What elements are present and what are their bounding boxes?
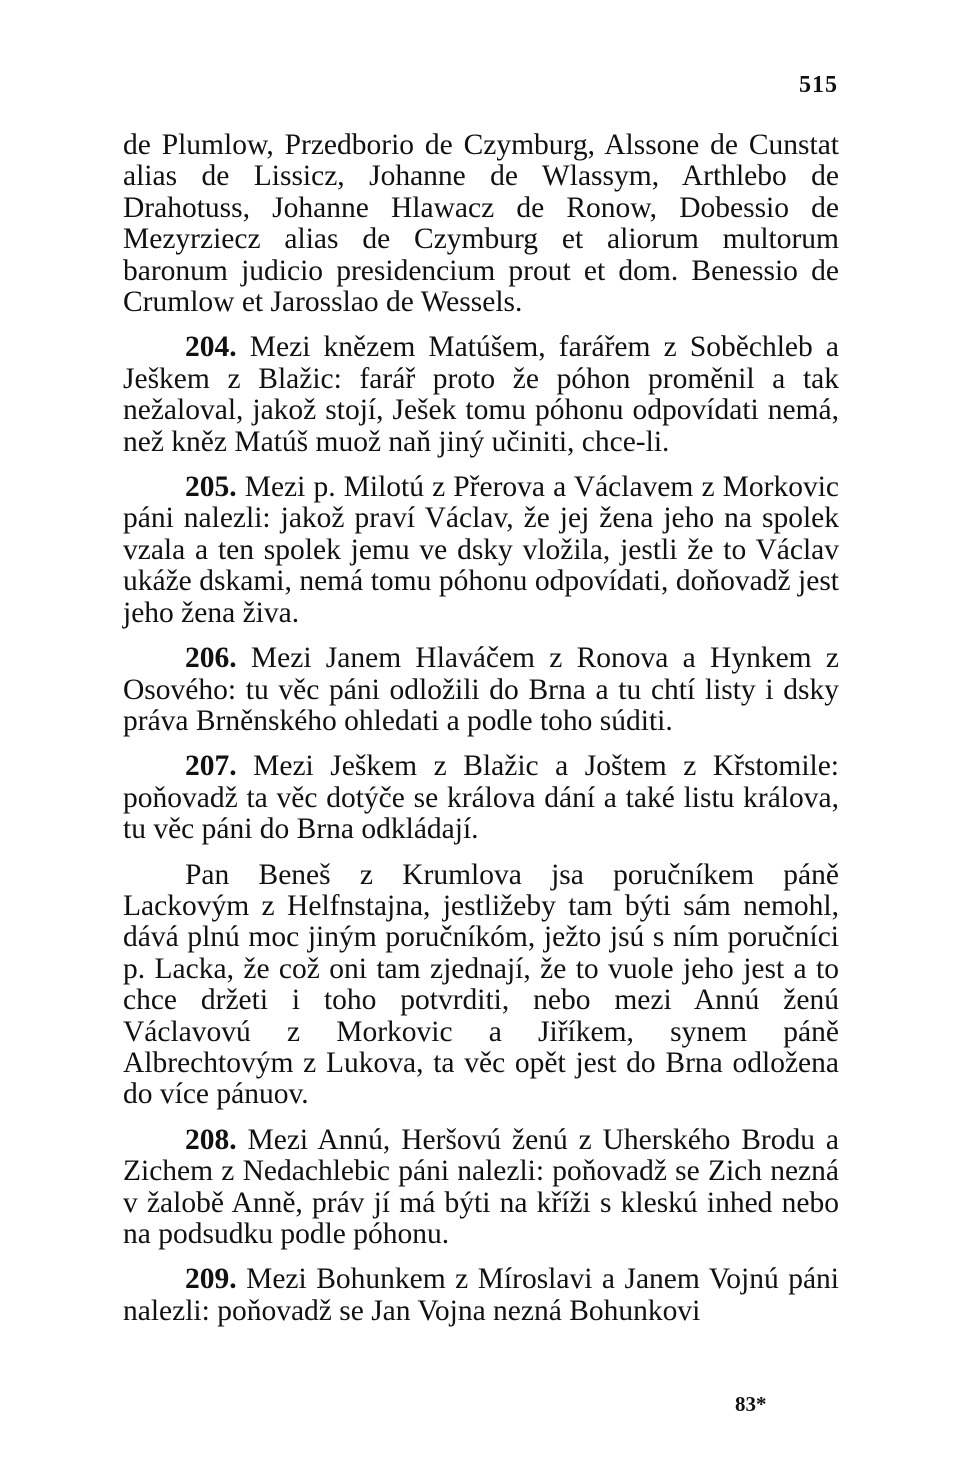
paragraph-text: Mezi Ješkem z Blažic a Joštem z Křstomile: poňovadž ta věc dotýče se králova dání a také listu králova, tu věc páni do Brna odkládají. <box>123 750 839 846</box>
paragraph-pan-benes <box>123 860 839 1111</box>
paragraph-text: Mezi Annú, Heršovú ženú z Uherského Brodu a Zichem z Nedachlebic páni nalezli: poňovadž se Zich nezná v žalobě Anně, práv jí má býti na kříži s kleskú inhed nebo na podsudku podle póhonu. <box>123 1123 839 1250</box>
paragraph-continuation <box>123 130 839 318</box>
paragraph-204 <box>123 332 839 458</box>
entry-number: 209. <box>185 1263 237 1296</box>
entry-number: 207. <box>185 750 237 783</box>
paragraph-208 <box>123 1125 839 1251</box>
page-number: 515 <box>799 72 838 98</box>
entry-number: 204. <box>185 331 237 364</box>
paragraph-207 <box>123 751 839 845</box>
paragraph-209 <box>123 1264 839 1327</box>
paragraph-text: de Plumlow, Przedborio de Czymburg, Alssone de Cunstat alias de Lissicz, Johanne de Wlassym, Arthlebo de Drahotuss, Johanne Hlawacz de Ronow, Dobessio de Mezyrziecz alias de Czymburg et aliorum multorum baronum judicio presidencium prout et dom. Benessio de Crumlow et Jarosslao de Wessels. <box>123 129 839 319</box>
entry-number: 208. <box>185 1123 237 1156</box>
paragraph-text: Mezi p. Milotú z Přerova a Václavem z Morkovic páni nalezli: jakož praví Václav, že jej žena jeho na spolek vzala a ten spolek jemu ve dsky vložila, jestli že to Václav ukáže dskami, nemá tomu póhonu odpovídati, doňovadž jest jeho žena živa. <box>123 471 839 629</box>
main-text <box>123 130 839 1327</box>
paragraph-206 <box>123 643 839 737</box>
sheet-signature: 83* <box>735 1392 767 1416</box>
paragraph-text: Pan Beneš z Krumlova jsa poručníkem páně Lackovým z Helfnstajna, jestližeby tam býti sám nemohl, dává plnú moc jiným poručníkóm, ježto jsú s ním poručníci p. Lacka, že což oni tam zjednají, že to vuole jeho jest a to chce držeti i toho potvrditi, nebo mezi Annú ženú Václavovú z Morkovic a Jiříkem, synem páně Albrechtovým z Lukova, ta věc opět jest do Brna odložena do více pánuov. <box>123 858 839 1111</box>
paragraph-205 <box>123 472 839 629</box>
paragraph-text: Mezi Janem Hlaváčem z Ronova a Hynkem z Osového: tu věc páni odložili do Brna a tu chtí listy i dsky práva Brněnského ohledati a podle toho súditi. <box>123 642 839 737</box>
entry-number: 206. <box>185 642 237 675</box>
entry-number: 205. <box>185 471 237 504</box>
paragraph-text: Mezi knězem Matúšem, farářem z Soběchleb a Ješkem z Blažic: farář proto že póhon proměnil a tak nežaloval, jakož stojí, Ješek tomu póhonu odpovídati nemá, než kněz Matúš muož naň jiný učiniti, chce-li. <box>123 331 839 458</box>
paragraph-text: Mezi Bohunkem z Míroslavi a Janem Vojnú páni nalezli: poňovadž se Jan Vojna nezná Bohunkovi <box>123 1263 839 1327</box>
